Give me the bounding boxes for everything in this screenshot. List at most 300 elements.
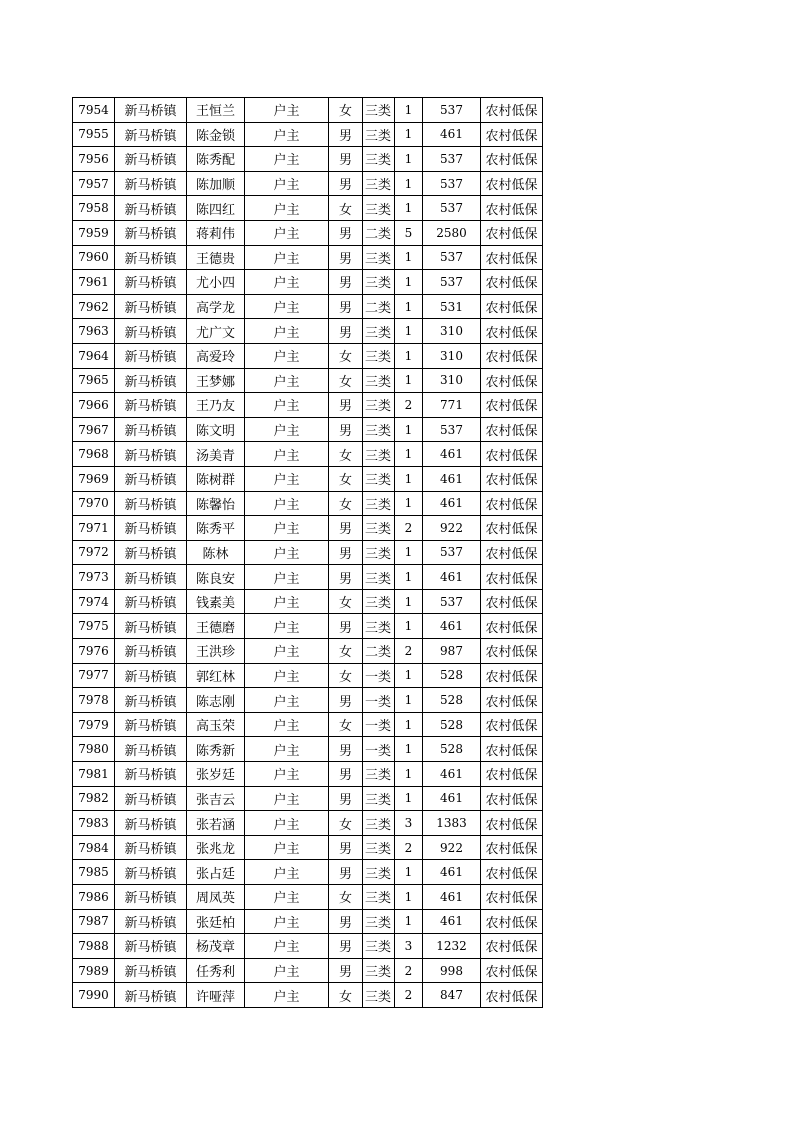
- amount-cell: 922: [423, 835, 481, 860]
- name-cell: 钱素美: [187, 589, 245, 614]
- relation-cell: 户主: [245, 343, 329, 368]
- amount-cell: 1383: [423, 811, 481, 836]
- category-cell: 三类: [363, 983, 395, 1008]
- gender-cell: 男: [329, 688, 363, 713]
- table-row: [73, 442, 543, 467]
- household-size-cell: 2: [395, 639, 423, 664]
- household-size-cell: 2: [395, 983, 423, 1008]
- household-size-cell: 3: [395, 811, 423, 836]
- household-size-cell: 1: [395, 737, 423, 762]
- table-row: [73, 737, 543, 762]
- gender-cell: 女: [329, 885, 363, 910]
- table-body: [73, 98, 543, 1008]
- record-number-cell: 7985: [73, 860, 115, 885]
- town-cell: 新马桥镇: [115, 909, 187, 934]
- table-row: [73, 712, 543, 737]
- amount-cell: 461: [423, 466, 481, 491]
- amount-cell: 771: [423, 393, 481, 418]
- household-size-cell: 1: [395, 614, 423, 639]
- gender-cell: 男: [329, 835, 363, 860]
- category-cell: 一类: [363, 688, 395, 713]
- table-row: [73, 786, 543, 811]
- household-size-cell: 1: [395, 860, 423, 885]
- program-cell: 农村低保: [481, 368, 543, 393]
- category-cell: 三类: [363, 442, 395, 467]
- program-cell: 农村低保: [481, 885, 543, 910]
- name-cell: 王恒兰: [187, 98, 245, 123]
- name-cell: 陈林: [187, 540, 245, 565]
- household-size-cell: 2: [395, 393, 423, 418]
- category-cell: 三类: [363, 516, 395, 541]
- name-cell: 张吉云: [187, 786, 245, 811]
- record-number-cell: 7973: [73, 565, 115, 590]
- town-cell: 新马桥镇: [115, 466, 187, 491]
- household-size-cell: 1: [395, 540, 423, 565]
- program-cell: 农村低保: [481, 442, 543, 467]
- program-cell: 农村低保: [481, 122, 543, 147]
- household-size-cell: 1: [395, 245, 423, 270]
- name-cell: 高爱玲: [187, 343, 245, 368]
- record-number-cell: 7958: [73, 196, 115, 221]
- relation-cell: 户主: [245, 393, 329, 418]
- table-row: [73, 663, 543, 688]
- relation-cell: 户主: [245, 319, 329, 344]
- category-cell: 三类: [363, 835, 395, 860]
- record-number-cell: 7989: [73, 958, 115, 983]
- town-cell: 新马桥镇: [115, 491, 187, 516]
- program-cell: 农村低保: [481, 762, 543, 787]
- record-number-cell: 7976: [73, 639, 115, 664]
- relation-cell: 户主: [245, 639, 329, 664]
- relation-cell: 户主: [245, 835, 329, 860]
- category-cell: 三类: [363, 245, 395, 270]
- relation-cell: 户主: [245, 245, 329, 270]
- amount-cell: 2580: [423, 220, 481, 245]
- category-cell: 一类: [363, 737, 395, 762]
- category-cell: 二类: [363, 294, 395, 319]
- gender-cell: 男: [329, 737, 363, 762]
- record-number-cell: 7970: [73, 491, 115, 516]
- table-row: [73, 294, 543, 319]
- record-number-cell: 7980: [73, 737, 115, 762]
- town-cell: 新马桥镇: [115, 122, 187, 147]
- relation-cell: 户主: [245, 196, 329, 221]
- gender-cell: 女: [329, 466, 363, 491]
- relation-cell: 户主: [245, 786, 329, 811]
- program-cell: 农村低保: [481, 516, 543, 541]
- town-cell: 新马桥镇: [115, 196, 187, 221]
- relation-cell: 户主: [245, 589, 329, 614]
- amount-cell: 922: [423, 516, 481, 541]
- relation-cell: 户主: [245, 147, 329, 172]
- gender-cell: 男: [329, 171, 363, 196]
- program-cell: 农村低保: [481, 491, 543, 516]
- table-row: [73, 147, 543, 172]
- amount-cell: 537: [423, 196, 481, 221]
- category-cell: 三类: [363, 393, 395, 418]
- household-size-cell: 1: [395, 294, 423, 319]
- gender-cell: 女: [329, 98, 363, 123]
- category-cell: 一类: [363, 663, 395, 688]
- relation-cell: 户主: [245, 122, 329, 147]
- town-cell: 新马桥镇: [115, 885, 187, 910]
- name-cell: 王德磨: [187, 614, 245, 639]
- town-cell: 新马桥镇: [115, 762, 187, 787]
- category-cell: 三类: [363, 98, 395, 123]
- amount-cell: 461: [423, 565, 481, 590]
- program-cell: 农村低保: [481, 737, 543, 762]
- town-cell: 新马桥镇: [115, 417, 187, 442]
- amount-cell: 461: [423, 786, 481, 811]
- record-number-cell: 7954: [73, 98, 115, 123]
- amount-cell: 537: [423, 417, 481, 442]
- program-cell: 农村低保: [481, 343, 543, 368]
- name-cell: 陈加顺: [187, 171, 245, 196]
- table-row: [73, 639, 543, 664]
- table-row: [73, 860, 543, 885]
- town-cell: 新马桥镇: [115, 835, 187, 860]
- category-cell: 三类: [363, 417, 395, 442]
- name-cell: 任秀利: [187, 958, 245, 983]
- name-cell: 蒋莉伟: [187, 220, 245, 245]
- amount-cell: 537: [423, 589, 481, 614]
- table-row: [73, 835, 543, 860]
- name-cell: 陈良安: [187, 565, 245, 590]
- program-cell: 农村低保: [481, 393, 543, 418]
- household-size-cell: 1: [395, 319, 423, 344]
- assistance-roster-table: [72, 97, 543, 1008]
- name-cell: 陈文明: [187, 417, 245, 442]
- gender-cell: 女: [329, 983, 363, 1008]
- town-cell: 新马桥镇: [115, 712, 187, 737]
- amount-cell: 528: [423, 737, 481, 762]
- amount-cell: 987: [423, 639, 481, 664]
- record-number-cell: 7956: [73, 147, 115, 172]
- gender-cell: 女: [329, 196, 363, 221]
- amount-cell: 847: [423, 983, 481, 1008]
- gender-cell: 男: [329, 516, 363, 541]
- category-cell: 三类: [363, 171, 395, 196]
- town-cell: 新马桥镇: [115, 565, 187, 590]
- gender-cell: 男: [329, 245, 363, 270]
- household-size-cell: 2: [395, 835, 423, 860]
- gender-cell: 男: [329, 958, 363, 983]
- name-cell: 张岁廷: [187, 762, 245, 787]
- gender-cell: 男: [329, 294, 363, 319]
- record-number-cell: 7957: [73, 171, 115, 196]
- category-cell: 三类: [363, 491, 395, 516]
- name-cell: 陈树群: [187, 466, 245, 491]
- relation-cell: 户主: [245, 540, 329, 565]
- amount-cell: 461: [423, 860, 481, 885]
- table-row: [73, 909, 543, 934]
- record-number-cell: 7975: [73, 614, 115, 639]
- amount-cell: 461: [423, 122, 481, 147]
- category-cell: 三类: [363, 909, 395, 934]
- town-cell: 新马桥镇: [115, 442, 187, 467]
- amount-cell: 531: [423, 294, 481, 319]
- relation-cell: 户主: [245, 565, 329, 590]
- name-cell: 陈秀平: [187, 516, 245, 541]
- household-size-cell: 2: [395, 516, 423, 541]
- category-cell: 三类: [363, 860, 395, 885]
- category-cell: 三类: [363, 958, 395, 983]
- name-cell: 陈志刚: [187, 688, 245, 713]
- table-row: [73, 491, 543, 516]
- amount-cell: 537: [423, 171, 481, 196]
- program-cell: 农村低保: [481, 220, 543, 245]
- relation-cell: 户主: [245, 491, 329, 516]
- category-cell: 三类: [363, 565, 395, 590]
- amount-cell: 310: [423, 319, 481, 344]
- relation-cell: 户主: [245, 663, 329, 688]
- gender-cell: 男: [329, 786, 363, 811]
- household-size-cell: 1: [395, 417, 423, 442]
- gender-cell: 男: [329, 319, 363, 344]
- program-cell: 农村低保: [481, 934, 543, 959]
- record-number-cell: 7982: [73, 786, 115, 811]
- record-number-cell: 7981: [73, 762, 115, 787]
- table-row: [73, 122, 543, 147]
- relation-cell: 户主: [245, 294, 329, 319]
- program-cell: 农村低保: [481, 565, 543, 590]
- name-cell: 陈四红: [187, 196, 245, 221]
- record-number-cell: 7983: [73, 811, 115, 836]
- table-row: [73, 688, 543, 713]
- relation-cell: 户主: [245, 688, 329, 713]
- category-cell: 三类: [363, 343, 395, 368]
- town-cell: 新马桥镇: [115, 220, 187, 245]
- category-cell: 三类: [363, 466, 395, 491]
- record-number-cell: 7964: [73, 343, 115, 368]
- relation-cell: 户主: [245, 516, 329, 541]
- record-number-cell: 7986: [73, 885, 115, 910]
- program-cell: 农村低保: [481, 196, 543, 221]
- household-size-cell: 3: [395, 934, 423, 959]
- gender-cell: 男: [329, 220, 363, 245]
- name-cell: 张占廷: [187, 860, 245, 885]
- household-size-cell: 1: [395, 688, 423, 713]
- town-cell: 新马桥镇: [115, 639, 187, 664]
- relation-cell: 户主: [245, 811, 329, 836]
- table-row: [73, 958, 543, 983]
- household-size-cell: 1: [395, 368, 423, 393]
- town-cell: 新马桥镇: [115, 737, 187, 762]
- name-cell: 张兆龙: [187, 835, 245, 860]
- amount-cell: 537: [423, 245, 481, 270]
- household-size-cell: 1: [395, 565, 423, 590]
- category-cell: 三类: [363, 885, 395, 910]
- gender-cell: 男: [329, 565, 363, 590]
- name-cell: 尤广文: [187, 319, 245, 344]
- name-cell: 王梦娜: [187, 368, 245, 393]
- table-row: [73, 565, 543, 590]
- name-cell: 杨茂章: [187, 934, 245, 959]
- amount-cell: 310: [423, 343, 481, 368]
- town-cell: 新马桥镇: [115, 245, 187, 270]
- town-cell: 新马桥镇: [115, 811, 187, 836]
- table-row: [73, 220, 543, 245]
- name-cell: 王洪珍: [187, 639, 245, 664]
- relation-cell: 户主: [245, 171, 329, 196]
- household-size-cell: 1: [395, 712, 423, 737]
- category-cell: 二类: [363, 220, 395, 245]
- category-cell: 三类: [363, 147, 395, 172]
- household-size-cell: 1: [395, 885, 423, 910]
- gender-cell: 男: [329, 762, 363, 787]
- gender-cell: 男: [329, 393, 363, 418]
- program-cell: 农村低保: [481, 860, 543, 885]
- table-row: [73, 614, 543, 639]
- household-size-cell: 1: [395, 147, 423, 172]
- household-size-cell: 1: [395, 589, 423, 614]
- table-row: [73, 589, 543, 614]
- amount-cell: 528: [423, 663, 481, 688]
- record-number-cell: 7960: [73, 245, 115, 270]
- amount-cell: 998: [423, 958, 481, 983]
- amount-cell: 461: [423, 909, 481, 934]
- table-row: [73, 270, 543, 295]
- name-cell: 陈金锁: [187, 122, 245, 147]
- relation-cell: 户主: [245, 368, 329, 393]
- program-cell: 农村低保: [481, 811, 543, 836]
- gender-cell: 女: [329, 712, 363, 737]
- relation-cell: 户主: [245, 958, 329, 983]
- program-cell: 农村低保: [481, 835, 543, 860]
- category-cell: 三类: [363, 196, 395, 221]
- amount-cell: 310: [423, 368, 481, 393]
- amount-cell: 461: [423, 491, 481, 516]
- relation-cell: 户主: [245, 712, 329, 737]
- name-cell: 王德贵: [187, 245, 245, 270]
- table-row: [73, 762, 543, 787]
- town-cell: 新马桥镇: [115, 663, 187, 688]
- town-cell: 新马桥镇: [115, 319, 187, 344]
- name-cell: 尤小四: [187, 270, 245, 295]
- household-size-cell: 1: [395, 762, 423, 787]
- town-cell: 新马桥镇: [115, 614, 187, 639]
- town-cell: 新马桥镇: [115, 860, 187, 885]
- program-cell: 农村低保: [481, 712, 543, 737]
- amount-cell: 528: [423, 688, 481, 713]
- table-row: [73, 811, 543, 836]
- amount-cell: 537: [423, 147, 481, 172]
- amount-cell: 537: [423, 270, 481, 295]
- household-size-cell: 1: [395, 466, 423, 491]
- program-cell: 农村低保: [481, 171, 543, 196]
- category-cell: 二类: [363, 639, 395, 664]
- gender-cell: 女: [329, 442, 363, 467]
- gender-cell: 男: [329, 934, 363, 959]
- record-number-cell: 7974: [73, 589, 115, 614]
- record-number-cell: 7967: [73, 417, 115, 442]
- household-size-cell: 1: [395, 270, 423, 295]
- town-cell: 新马桥镇: [115, 147, 187, 172]
- amount-cell: 528: [423, 712, 481, 737]
- amount-cell: 537: [423, 540, 481, 565]
- program-cell: 农村低保: [481, 466, 543, 491]
- gender-cell: 女: [329, 639, 363, 664]
- record-number-cell: 7987: [73, 909, 115, 934]
- relation-cell: 户主: [245, 860, 329, 885]
- relation-cell: 户主: [245, 417, 329, 442]
- town-cell: 新马桥镇: [115, 983, 187, 1008]
- program-cell: 农村低保: [481, 294, 543, 319]
- name-cell: 许哑萍: [187, 983, 245, 1008]
- household-size-cell: 1: [395, 122, 423, 147]
- town-cell: 新马桥镇: [115, 958, 187, 983]
- program-cell: 农村低保: [481, 639, 543, 664]
- program-cell: 农村低保: [481, 98, 543, 123]
- program-cell: 农村低保: [481, 909, 543, 934]
- gender-cell: 男: [329, 614, 363, 639]
- record-number-cell: 7979: [73, 712, 115, 737]
- category-cell: 三类: [363, 614, 395, 639]
- name-cell: 陈馨怡: [187, 491, 245, 516]
- category-cell: 三类: [363, 122, 395, 147]
- table-row: [73, 245, 543, 270]
- record-number-cell: 7966: [73, 393, 115, 418]
- relation-cell: 户主: [245, 983, 329, 1008]
- household-size-cell: 1: [395, 663, 423, 688]
- program-cell: 农村低保: [481, 270, 543, 295]
- town-cell: 新马桥镇: [115, 934, 187, 959]
- town-cell: 新马桥镇: [115, 688, 187, 713]
- table-row: [73, 540, 543, 565]
- gender-cell: 女: [329, 368, 363, 393]
- category-cell: 三类: [363, 934, 395, 959]
- table-row: [73, 393, 543, 418]
- town-cell: 新马桥镇: [115, 393, 187, 418]
- category-cell: 三类: [363, 786, 395, 811]
- name-cell: 高学龙: [187, 294, 245, 319]
- category-cell: 三类: [363, 540, 395, 565]
- table-row: [73, 885, 543, 910]
- town-cell: 新马桥镇: [115, 98, 187, 123]
- household-size-cell: 1: [395, 196, 423, 221]
- relation-cell: 户主: [245, 220, 329, 245]
- program-cell: 农村低保: [481, 663, 543, 688]
- record-number-cell: 7971: [73, 516, 115, 541]
- town-cell: 新马桥镇: [115, 171, 187, 196]
- amount-cell: 537: [423, 98, 481, 123]
- category-cell: 一类: [363, 712, 395, 737]
- table-row: [73, 196, 543, 221]
- table-row: [73, 319, 543, 344]
- table-row: [73, 516, 543, 541]
- household-size-cell: 1: [395, 171, 423, 196]
- town-cell: 新马桥镇: [115, 589, 187, 614]
- program-cell: 农村低保: [481, 958, 543, 983]
- record-number-cell: 7990: [73, 983, 115, 1008]
- town-cell: 新马桥镇: [115, 368, 187, 393]
- relation-cell: 户主: [245, 98, 329, 123]
- record-number-cell: 7988: [73, 934, 115, 959]
- record-number-cell: 7959: [73, 220, 115, 245]
- gender-cell: 女: [329, 589, 363, 614]
- amount-cell: 461: [423, 885, 481, 910]
- town-cell: 新马桥镇: [115, 270, 187, 295]
- category-cell: 三类: [363, 589, 395, 614]
- program-cell: 农村低保: [481, 245, 543, 270]
- household-size-cell: 5: [395, 220, 423, 245]
- gender-cell: 女: [329, 663, 363, 688]
- record-number-cell: 7972: [73, 540, 115, 565]
- program-cell: 农村低保: [481, 614, 543, 639]
- town-cell: 新马桥镇: [115, 786, 187, 811]
- town-cell: 新马桥镇: [115, 294, 187, 319]
- table-row: [73, 983, 543, 1008]
